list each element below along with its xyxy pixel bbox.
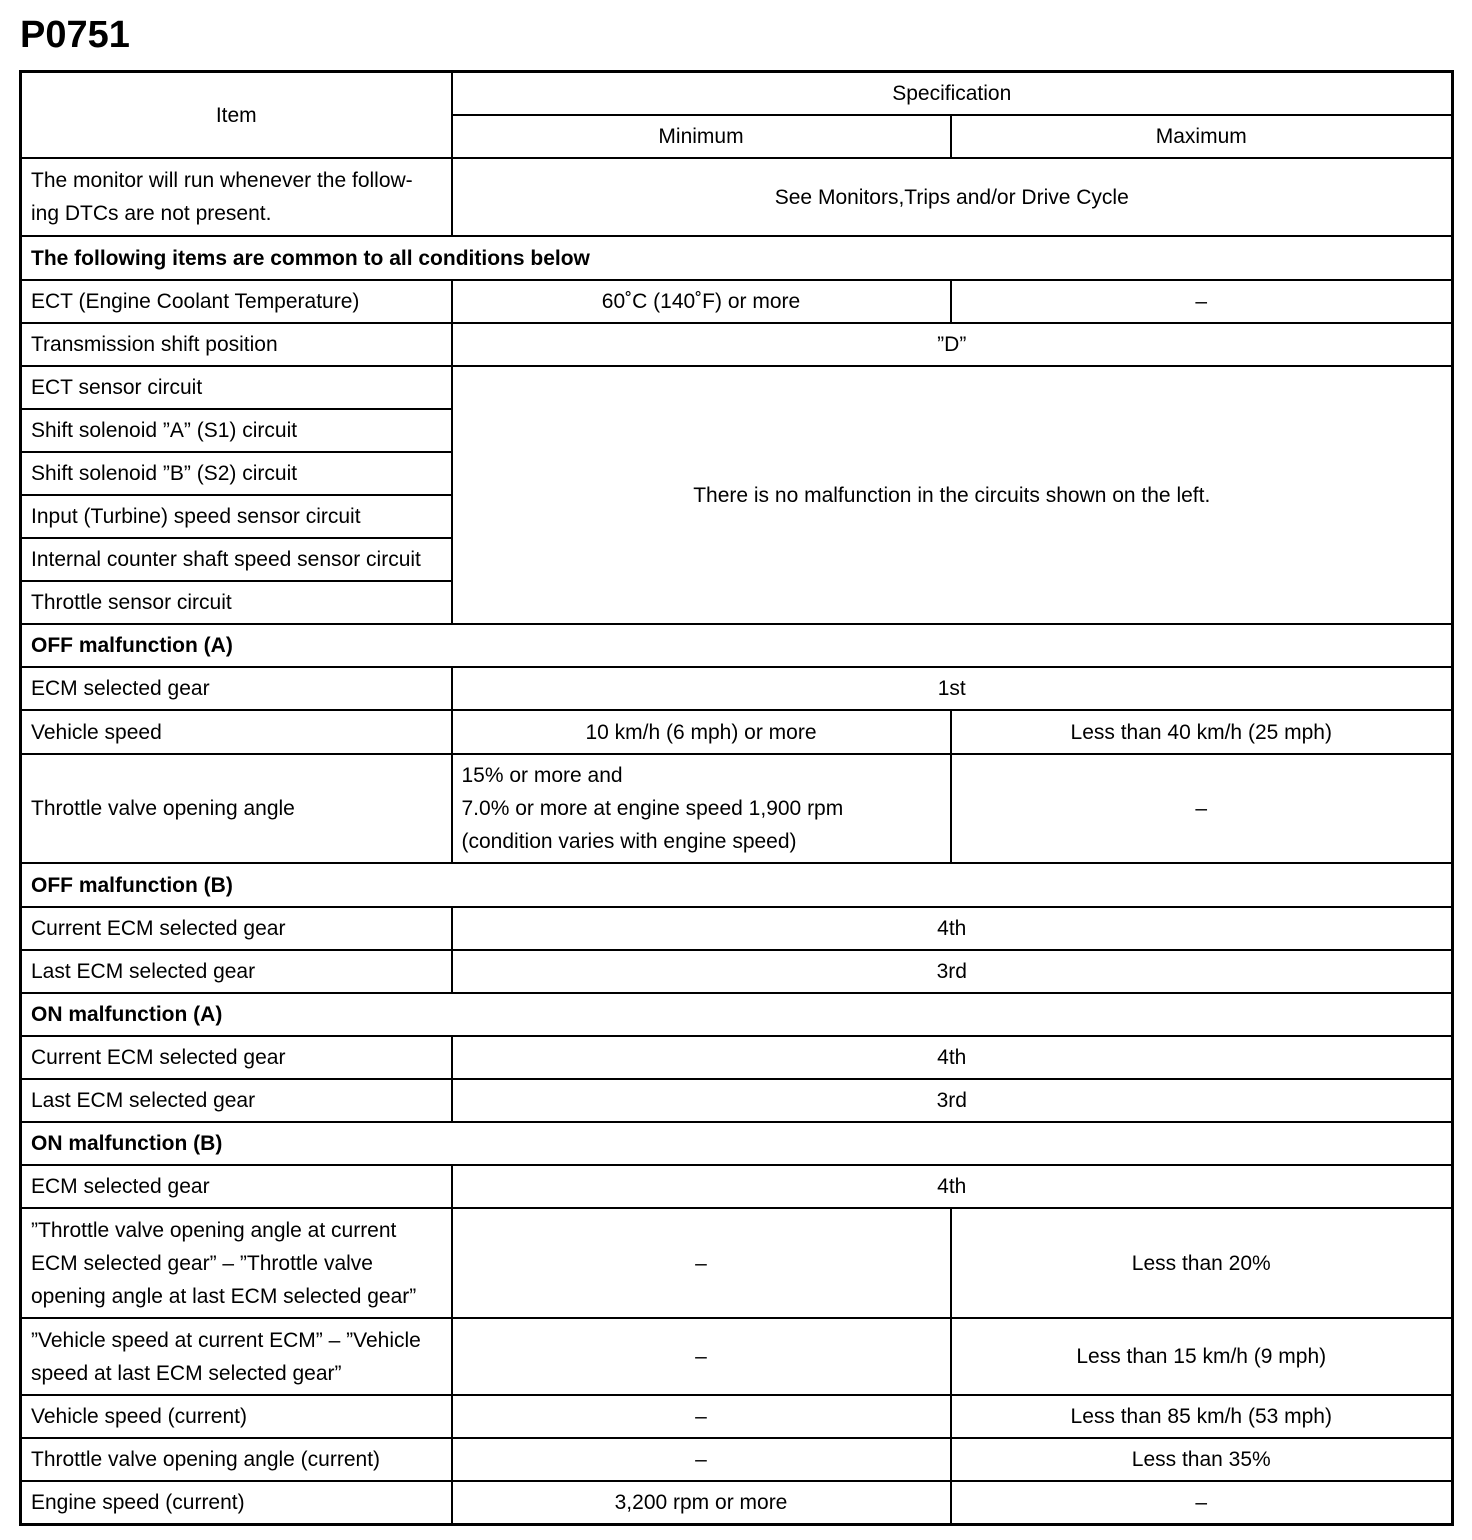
- header-minimum: Minimum: [452, 115, 951, 158]
- header-specification: Specification: [452, 72, 1453, 116]
- on-b-throttle-current-item: Throttle valve opening angle (current): [21, 1438, 452, 1481]
- monitor-item: The monitor will run whenever the follow- ing DTCs are not present.: [21, 158, 452, 236]
- off-a-speed-min: 10 km/h (6 mph) or more: [452, 710, 951, 754]
- ect-max: –: [951, 280, 1453, 323]
- on-b-throttle-current-min: –: [452, 1438, 951, 1481]
- off-a-throttle-min: [452, 754, 951, 863]
- on-a-current-gear-item: Current ECM selected gear: [21, 1036, 452, 1079]
- header-item: Item: [21, 72, 452, 159]
- off-a-speed-max: Less than 40 km/h (25 mph): [951, 710, 1453, 754]
- circuit-item: Shift solenoid ”B” (S2) circuit: [21, 452, 452, 495]
- on-b-throttle-diff-min: –: [452, 1208, 951, 1318]
- on-b-speed-diff-max: Less than 15 km/h (9 mph): [951, 1318, 1453, 1395]
- section-on-a-heading: ON malfunction (A): [21, 993, 1453, 1036]
- off-a-gear-item: ECM selected gear: [21, 667, 452, 710]
- on-a-last-gear-value: 3rd: [452, 1079, 1453, 1122]
- circuits-value: There is no malfunction in the circuits shown on the left.: [452, 366, 1453, 624]
- on-b-throttle-diff-max: Less than 20%: [951, 1208, 1453, 1318]
- off-a-throttle-item: Throttle valve opening angle: [21, 754, 452, 863]
- off-a-throttle-min-line: 7.0% or more at engine speed 1,900 rpm: [461, 797, 844, 820]
- off-a-throttle-min-line: 15% or more and: [461, 764, 623, 787]
- monitor-value: See Monitors,Trips and/or Drive Cycle: [452, 158, 1453, 236]
- circuit-item: ECT sensor circuit: [21, 366, 452, 409]
- shift-position-value: ”D”: [452, 323, 1453, 366]
- section-off-b-heading: OFF malfunction (B): [21, 863, 1453, 907]
- on-b-speed-diff-item: ”Vehicle speed at current ECM” – ”Vehicle speed at last ECM selected gear”: [21, 1318, 452, 1395]
- circuit-item: Input (Turbine) speed sensor circuit: [21, 495, 452, 538]
- off-a-throttle-max: –: [951, 754, 1453, 863]
- on-b-throttle-diff-item: ”Throttle valve opening angle at current ECM selected gear” – ”Throttle valve opening angle at last ECM selected gear”: [21, 1208, 452, 1318]
- off-b-current-gear-item: Current ECM selected gear: [21, 907, 452, 950]
- on-b-gear-value: 4th: [452, 1165, 1453, 1208]
- on-b-speed-diff-min: –: [452, 1318, 951, 1395]
- on-b-speed-current-item: Vehicle speed (current): [21, 1395, 452, 1438]
- off-a-gear-value: 1st: [452, 667, 1453, 710]
- off-b-current-gear-value: 4th: [452, 907, 1453, 950]
- section-on-b-heading: ON malfunction (B): [21, 1122, 1453, 1165]
- on-b-engine-speed-item: Engine speed (current): [21, 1481, 452, 1525]
- page-title: P0751: [20, 14, 130, 56]
- on-b-speed-current-max: Less than 85 km/h (53 mph): [951, 1395, 1453, 1438]
- off-a-speed-item: Vehicle speed: [21, 710, 452, 754]
- shift-position-item: Transmission shift position: [21, 323, 452, 366]
- ect-min: 60˚C (140˚F) or more: [452, 280, 951, 323]
- section-off-a-heading: OFF malfunction (A): [21, 624, 1453, 667]
- header-maximum: Maximum: [951, 115, 1453, 158]
- circuit-item: Throttle sensor circuit: [21, 581, 452, 624]
- circuit-item: Shift solenoid ”A” (S1) circuit: [21, 409, 452, 452]
- on-b-engine-speed-max: –: [951, 1481, 1453, 1525]
- spec-table: [19, 70, 1454, 1526]
- on-b-speed-current-min: –: [452, 1395, 951, 1438]
- off-b-last-gear-item: Last ECM selected gear: [21, 950, 452, 993]
- ect-item: ECT (Engine Coolant Temperature): [21, 280, 452, 323]
- on-a-current-gear-value: 4th: [452, 1036, 1453, 1079]
- off-b-last-gear-value: 3rd: [452, 950, 1453, 993]
- on-b-engine-speed-min: 3,200 rpm or more: [452, 1481, 951, 1525]
- circuit-item: Internal counter shaft speed sensor circuit: [21, 538, 452, 581]
- on-a-last-gear-item: Last ECM selected gear: [21, 1079, 452, 1122]
- on-b-gear-item: ECM selected gear: [21, 1165, 452, 1208]
- off-a-throttle-min-line: (condition varies with engine speed): [461, 830, 797, 853]
- on-b-throttle-current-max: Less than 35%: [951, 1438, 1453, 1481]
- section-common-heading: The following items are common to all conditions below: [21, 236, 1453, 280]
